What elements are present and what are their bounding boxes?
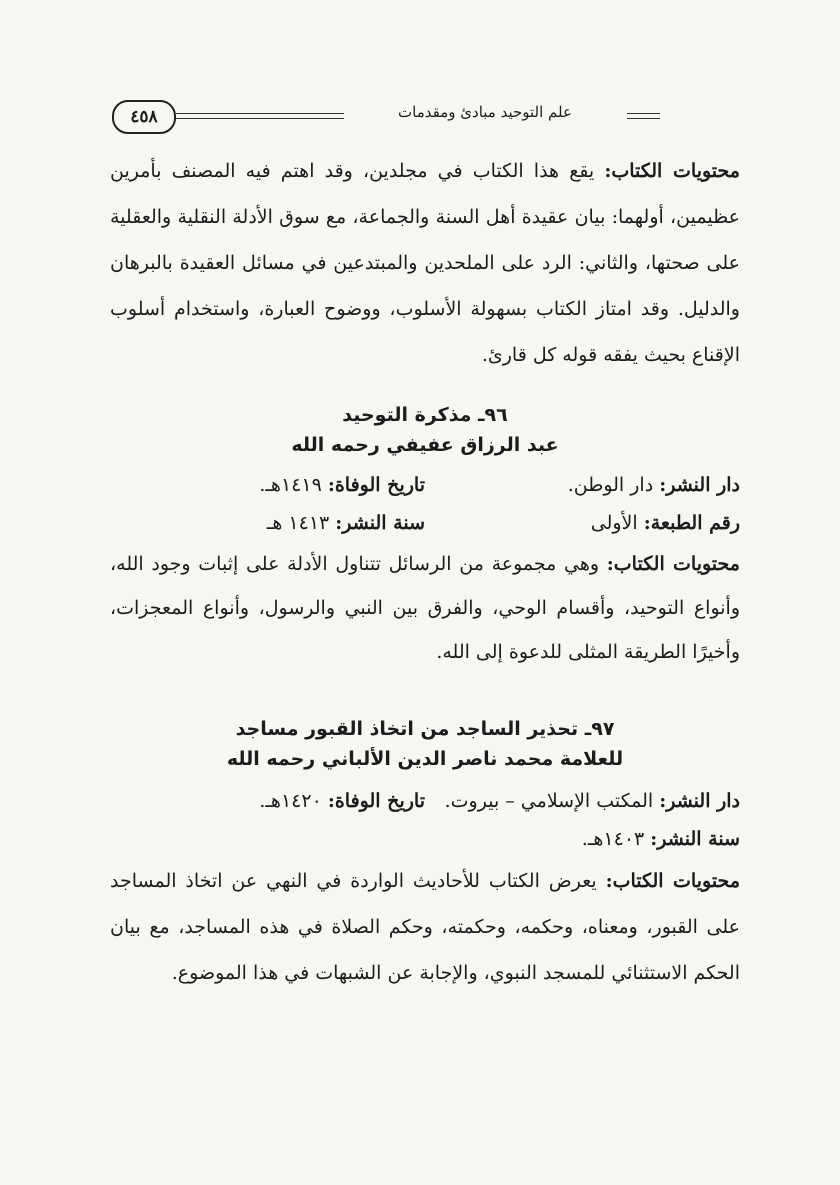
header-rule-short	[627, 113, 660, 119]
contents-text: يقع هذا الكتاب في مجلدين، وقد اهتم فيه المصنف بأمرين عظيمين، أولهما: بيان عقيدة أهل السنة والجماعة، مع سوق الأدلة النقلية والعقلية على صحتها، والثاني: الرد على الملحدين والمبتدعين في مسائل العقيدة بالبرهان والدليل. وقد امتاز الكتاب بسهولة الأسلوب، ووضوح العبارة، واستخدام أسلوب الإقناع بحيث يفقه قوله كل قارئ.	[110, 160, 740, 366]
death-field: تاريخ الوفاة: ١٤١٩هـ.	[259, 474, 425, 496]
page-header	[112, 98, 740, 138]
contents-text: وهي مجموعة من الرسائل تتناول الأدلة على إثبات وجود الله، وأنواع التوحيد، وأقسام الوحي، والفرق بين النبي والرسول، وأنواع المعجزات، وأخيرًا الطريقة المثلى للدعوة إلى الله.	[110, 553, 740, 663]
death-field: تاريخ الوفاة: ١٤٢٠هـ.	[259, 790, 425, 812]
entry-97-contents	[110, 858, 740, 996]
contents-label: محتويات الكتاب:	[605, 870, 740, 892]
running-title: علم التوحيد مبادئ ومقدمات	[398, 103, 572, 121]
page-number: ٤٥٨	[112, 100, 176, 134]
entry-97-meta-row-2	[110, 820, 740, 858]
publisher-field: دار النشر: دار الوطن.	[567, 474, 740, 496]
intro-paragraph	[110, 148, 740, 378]
contents-text: يعرض الكتاب للأحاديث الواردة في النهي عن اتخاذ المساجد على القبور، ومعناه، وحكمه، وحكمته، وحكم الصلاة في هذه المساجد، مع بيان الحكم الاستثنائي للمسجد النبوي، والإجابة عن الشبهات في هذا الموضوع.	[110, 870, 740, 984]
entry-97-title: ٩٧ـ تحذير الساجد من اتخاذ القبور مساجد	[235, 718, 615, 740]
entry-97-author: للعلامة محمد ناصر الدين الألباني رحمه الله	[226, 748, 624, 770]
page-body	[110, 148, 740, 996]
entry-97-meta-row-1	[110, 782, 740, 820]
entry-96-author: عبد الرزاق عفيفي رحمه الله	[291, 434, 559, 456]
year-field: سنة النشر: ١٤١٣ هـ	[266, 512, 425, 534]
entry-96-title: ٩٦ـ مذكرة التوحيد	[342, 404, 508, 426]
edition-field: رقم الطبعة: الأولى	[590, 512, 740, 534]
entry-96-contents	[110, 542, 740, 674]
year-field: سنة النشر: ١٤٠٣هـ.	[581, 828, 740, 850]
contents-label: محتويات الكتاب:	[606, 553, 740, 575]
header-rule	[176, 113, 344, 119]
contents-label: محتويات الكتاب:	[604, 160, 740, 182]
entry-96-meta-row-2	[110, 504, 740, 542]
publisher-field: دار النشر: المكتب الإسلامي – بيروت.	[444, 790, 740, 812]
entry-96-meta-row-1	[110, 466, 740, 504]
